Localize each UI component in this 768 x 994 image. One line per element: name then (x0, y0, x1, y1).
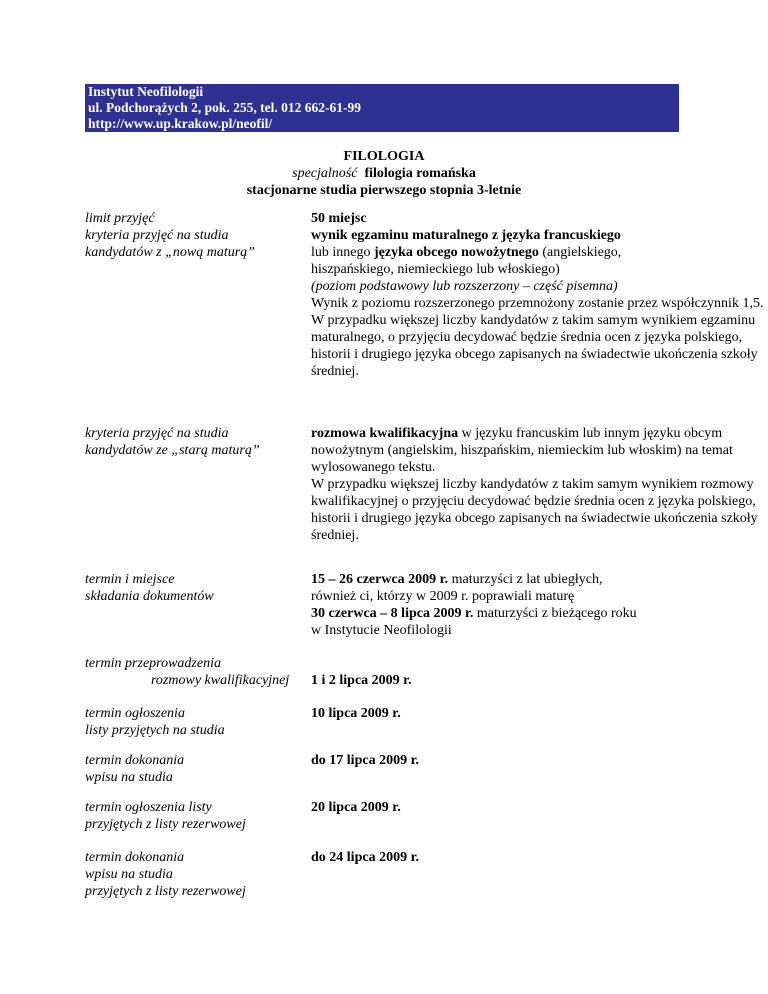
specialization-name: filologia romańska (364, 166, 476, 181)
institute-name: Instytut Neofilologii (88, 84, 204, 99)
label-ogloszenie: termin ogłoszenia listy przyjętych na studia (85, 706, 225, 738)
label-wpis: termin dokonania wpisu na studia (85, 753, 185, 785)
specialization (0, 165, 768, 182)
faculty-title: FILOLOGIA (343, 149, 425, 164)
specialization-prefix: specjalność (292, 166, 358, 181)
value-wpis: do 17 lipca 2009 r. (311, 753, 419, 768)
study-type: stacjonarne studia pierwszego stopnia 3-letnie (246, 183, 522, 198)
value-stara-matura: rozmowa kwalifikacyjna w języku francuskim lub innym języku obcym nowożytnym (angielskim, hiszpańskim, niemieckim lub włoskim) na temat wylosowanego tekstu. W przypadku większej liczby kandydatów z takim samym wynikiem rozmowy kwalifikacyjnej o przyjęciu decydować będzie średnia ocen z języka polskiego, historii i drugiego języka obcego zapisanych na świadectwie ukończenia szkoły średniej. (311, 426, 758, 543)
institute-address: ul. Podchorążych 2, pok. 255, tel. 012 662-61-99 (88, 100, 361, 115)
value-termin-skladania: 15 – 26 czerwca 2009 r. maturzyści z lat ubiegłych, również ci, którzy w 2009 r. poprawiali maturę 30 czerwca – 8 lipca 2009 r. maturzyści z bieżącego roku w Instytucie Neofilologii (311, 572, 637, 638)
label-limit: limit przyjęć (85, 211, 155, 226)
label-stara-matura: kryteria przyjęć na studia kandydatów ze „starą maturą” (85, 426, 260, 458)
label-nowa-matura: kryteria przyjęć na studia kandydatów z „nową maturą” (85, 228, 255, 260)
institute-header (85, 84, 679, 132)
value-wpis-rezerwowa: do 24 lipca 2009 r. (311, 850, 419, 865)
label-rozmowa: termin przeprowadzenia rozmowy kwalifikacyjnej (85, 656, 290, 688)
value-ogloszenie: 10 lipca 2009 r. (311, 706, 401, 721)
value-rozmowa: 1 i 2 lipca 2009 r. (311, 673, 412, 688)
value-nowa-matura: wynik egzaminu maturalnego z języka francuskiego lub innego języka obcego nowożytnego (angielskiego, hiszpańskiego, niemieckiego lub włoskiego) (poziom podstawowy lub rozszerzony – część pisemna) Wynik z poziomu rozszerzonego przemnożony zostanie przez współczynnik 1,5. W przypadku większej liczby kandydatów z takim samym wynikiem egzaminu maturalnego, o przyjęciu decydować będzie średnia ocen z języka polskiego, historii i drugiego języka obcego zapisanych na świadectwie ukończenia szkoły średniej. (311, 228, 764, 379)
label-wpis-rezerwowa: termin dokonania wpisu na studia przyjętych z listy rezerwowej (85, 850, 246, 899)
institute-url: http://www.up.krakow.pl/neofil/ (88, 116, 273, 131)
label-termin-skladania: termin i miejsce składania dokumentów (85, 572, 214, 604)
label-ogloszenie-rezerwowa: termin ogłoszenia listy przyjętych z listy rezerwowej (85, 800, 246, 832)
value-ogloszenie-rezerwowa: 20 lipca 2009 r. (311, 800, 401, 815)
title-block (0, 148, 768, 199)
value-limit: 50 miejsc (311, 211, 367, 226)
